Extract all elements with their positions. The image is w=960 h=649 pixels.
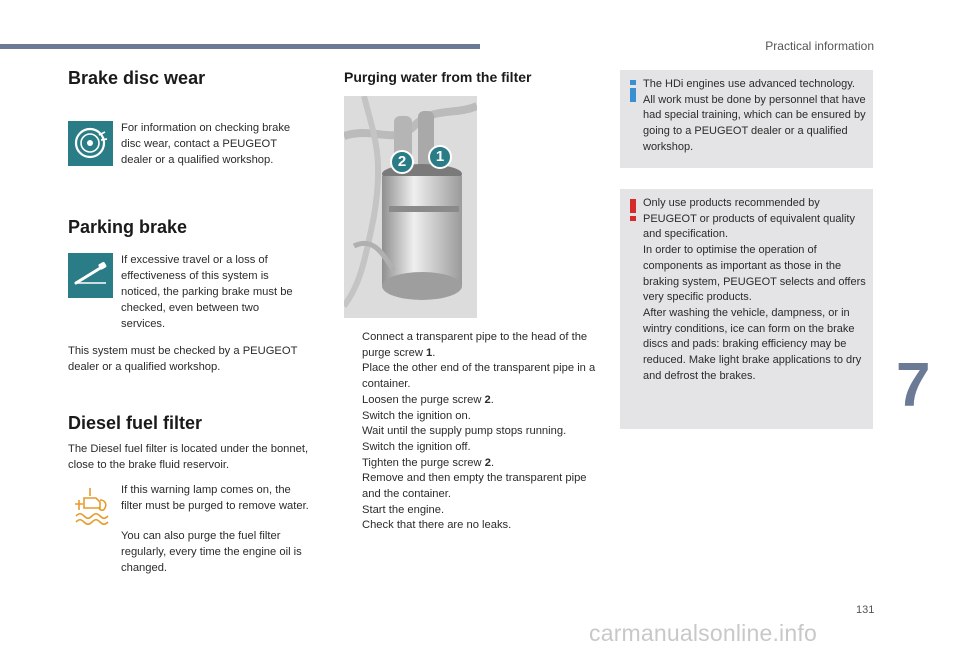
callout-2: 2 — [390, 150, 414, 174]
fuel-filter-photo — [344, 96, 477, 318]
diesel-filter-warning-2: You can also purge the fuel filter regularly, every time the engine oil is changed. — [121, 530, 302, 574]
parking-brake-note: This system must be checked by a PEUGEOT dealer or a qualified workshop. — [68, 345, 298, 373]
step-text: Check that there are no leaks. — [362, 519, 512, 532]
parking-brake-icon — [68, 253, 113, 298]
step-text: Wait until the supply pump stops running. — [362, 425, 567, 438]
parking-brake-text: If excessive travel or a loss of effectiveness of this system is noticed, the parking brake must be checked, even between two services. — [121, 254, 293, 330]
exclamation-icon — [626, 199, 640, 221]
section-title: Practical information — [765, 39, 874, 53]
water-in-diesel-lamp-icon — [68, 482, 116, 528]
diesel-filter-warning-1: If this warning lamp comes on, the filter must be purged to remove water. — [121, 484, 309, 512]
step-text: Remove and then empty the transparent pipe and the container. — [362, 472, 587, 501]
purging-step — [344, 518, 596, 534]
step-end: . — [490, 456, 495, 469]
step-text: Switch the ignition off. — [362, 440, 471, 453]
diesel-filter-intro: The Diesel fuel filter is located under the bonnet, close to the brake fluid reservoir. — [68, 443, 309, 471]
header-bar — [0, 44, 480, 49]
warning-paragraph-2: In order to optimise the operation of components as important as those in the braking system, PEUGEOT selects and offers very specific products. — [643, 244, 866, 304]
purging-step — [344, 471, 596, 502]
step-text: Connect a transparent pipe to the head of the purge screw — [362, 331, 588, 359]
chapter-number: 7 — [896, 351, 931, 420]
purging-steps — [344, 330, 596, 534]
diesel-filter-title: Diesel fuel filter — [68, 413, 203, 433]
purging-step — [344, 409, 596, 425]
purging-step — [344, 440, 596, 456]
parking-brake-title: Parking brake — [68, 217, 188, 237]
purging-step — [344, 503, 596, 519]
step-text: Loosen the purge screw — [362, 393, 485, 406]
info-icon — [626, 80, 640, 102]
info-box-text: The HDi engines use advanced technology. All work must be done by personnel that have had special training, which can be ensured by going to a PEUGEOT dealer or a qualified workshop. — [643, 78, 866, 153]
warning-paragraph-1: Only use products recommended by PEUGEOT or products of equivalent quality and specification. — [643, 197, 855, 241]
warning-box-text — [643, 196, 869, 384]
purging-title: Purging water from the filter — [344, 69, 532, 85]
step-end: . — [490, 393, 494, 406]
purging-step — [344, 456, 596, 472]
callout-1: 1 — [428, 145, 452, 169]
step-text: Tighten the purge screw — [362, 456, 485, 469]
purging-step — [344, 424, 596, 440]
warning-box — [620, 189, 873, 429]
brake-disc-title: Brake disc wear — [68, 68, 206, 88]
watermark: carmanualsonline.info — [589, 620, 817, 646]
warning-paragraph-3: After washing the vehicle, dampness, or in wintry conditions, ice can form on the brake discs and pads: braking efficiency may be reduced. Make light brake applications to dry and defrost the brakes. — [643, 306, 862, 382]
step-ref: 2 — [484, 393, 491, 406]
step-ref: 2 — [484, 456, 491, 469]
purging-step — [344, 393, 596, 409]
purging-step — [344, 361, 596, 392]
step-text: Switch the ignition on. — [362, 409, 471, 422]
step-text: Start the engine. — [362, 503, 445, 516]
brake-disc-icon — [68, 121, 113, 166]
info-box — [620, 70, 873, 168]
step-end: . — [432, 346, 436, 359]
purging-step — [344, 330, 596, 361]
step-text: Place the other end of the transparent pipe in a container. — [362, 362, 596, 391]
step-ref: 1 — [426, 346, 433, 359]
page-number: 131 — [856, 604, 875, 616]
brake-disc-text: For information on checking brake disc wear, contact a PEUGEOT dealer or a qualified workshop. — [121, 122, 291, 166]
